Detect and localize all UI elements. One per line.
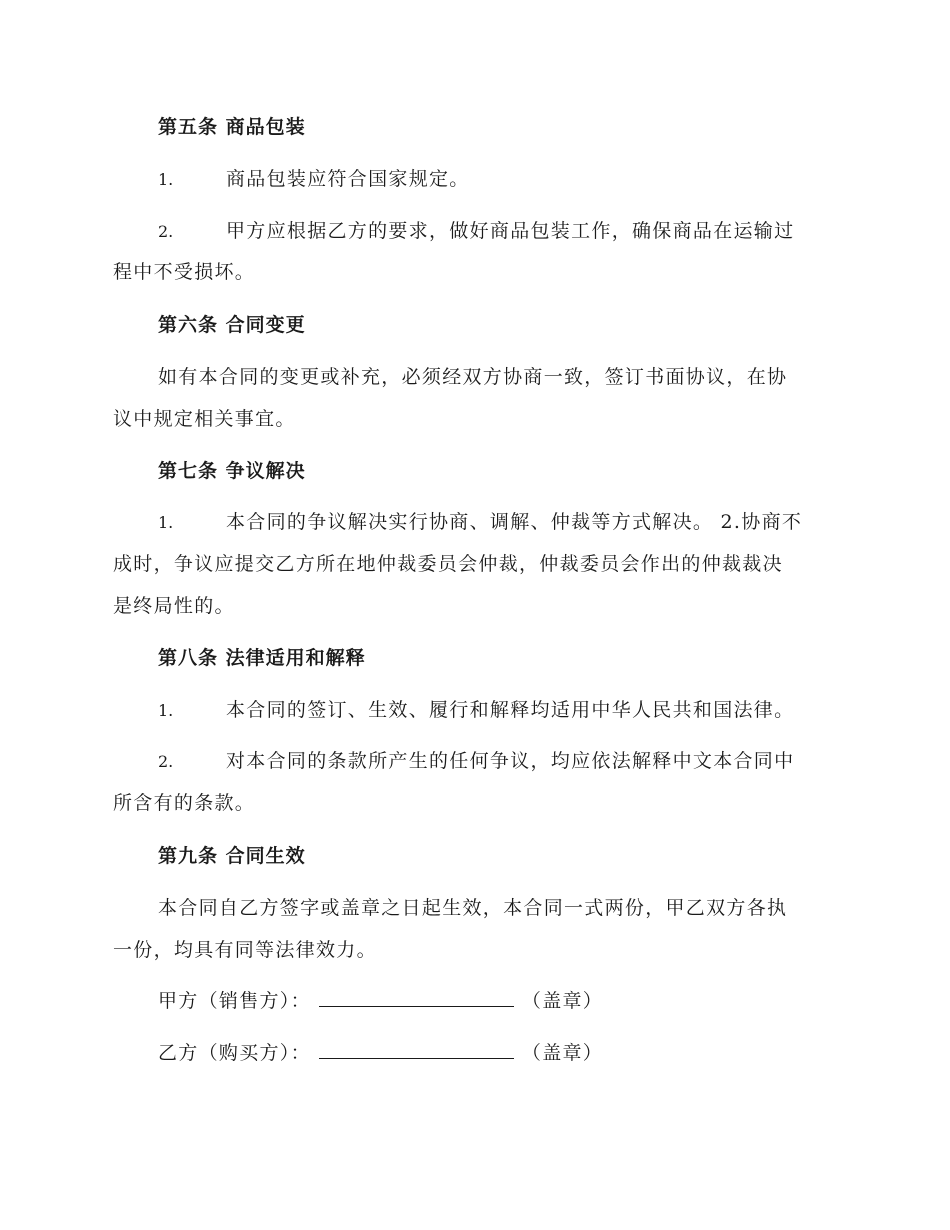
article-7-item-1-line-1 [113, 501, 833, 544]
signature-line [319, 984, 514, 1007]
article-9-heading: 第九条 合同生效 [158, 845, 306, 867]
article-5-item-1 [113, 158, 833, 201]
article-7-heading: 第七条 争议解决 [158, 460, 306, 482]
party-b-label: 乙方（购买方）： [158, 1042, 311, 1064]
item-number: 2. [158, 222, 174, 241]
item-number: 1. [158, 513, 174, 532]
item-text: 对本合同的条款所产生的任何争议，均应依法解释中文本合同中 [226, 750, 795, 772]
article-9-paragraph-line-1 [113, 887, 833, 929]
signature-party-b [158, 1032, 878, 1074]
stamp-label: （盖章） [521, 1042, 604, 1064]
article-6-paragraph-line-1 [113, 356, 833, 398]
article-8-item-1 [113, 689, 833, 732]
item-number: 2. [158, 752, 174, 771]
article-8-item-2-line-1 [113, 740, 833, 783]
article-7-item-1-line-2: 成时，争议应提交乙方所在地仲裁委员会仲裁，仲裁委员会作出的仲裁裁决 [113, 553, 783, 575]
item-text: 甲方应根据乙方的要求，做好商品包装工作，确保商品在运输过 [226, 220, 795, 242]
article-7-item-1-line-3: 是终局性的。 [113, 595, 235, 617]
article-8-heading: 第八条 法律适用和解释 [158, 647, 366, 669]
paragraph-text: 本合同自乙方签字或盖章之日起生效，本合同一式两份，甲乙双方各执 [158, 897, 788, 919]
item-text: 本合同的签订、生效、履行和解释均适用中华人民共和国法律。 [226, 699, 795, 721]
article-5-heading: 第五条 商品包装 [158, 116, 306, 138]
item-number: 1. [158, 170, 174, 189]
article-6-paragraph-line-2: 议中规定相关事宜。 [113, 408, 296, 430]
item-text: 本合同的争议解决实行协商、调解、仲裁等方式解决。 2.协商不 [226, 511, 803, 533]
article-5-item-2-line-2: 程中不受损坏。 [113, 261, 256, 283]
article-6-heading: 第六条 合同变更 [158, 314, 306, 336]
item-number: 1. [158, 701, 174, 720]
party-a-label: 甲方（销售方）： [158, 990, 311, 1012]
signature-line [319, 1036, 514, 1059]
article-9-paragraph-line-2: 一份，均具有同等法律效力。 [113, 939, 377, 961]
item-text: 商品包装应符合国家规定。 [226, 168, 470, 190]
stamp-label: （盖章） [521, 990, 604, 1012]
signature-party-a [158, 980, 878, 1022]
article-5-item-2-line-1 [113, 210, 833, 253]
article-8-item-2-line-2: 所含有的条款。 [113, 792, 256, 814]
paragraph-text: 如有本合同的变更或补充，必须经双方协商一致，签订书面协议，在协 [158, 366, 788, 388]
